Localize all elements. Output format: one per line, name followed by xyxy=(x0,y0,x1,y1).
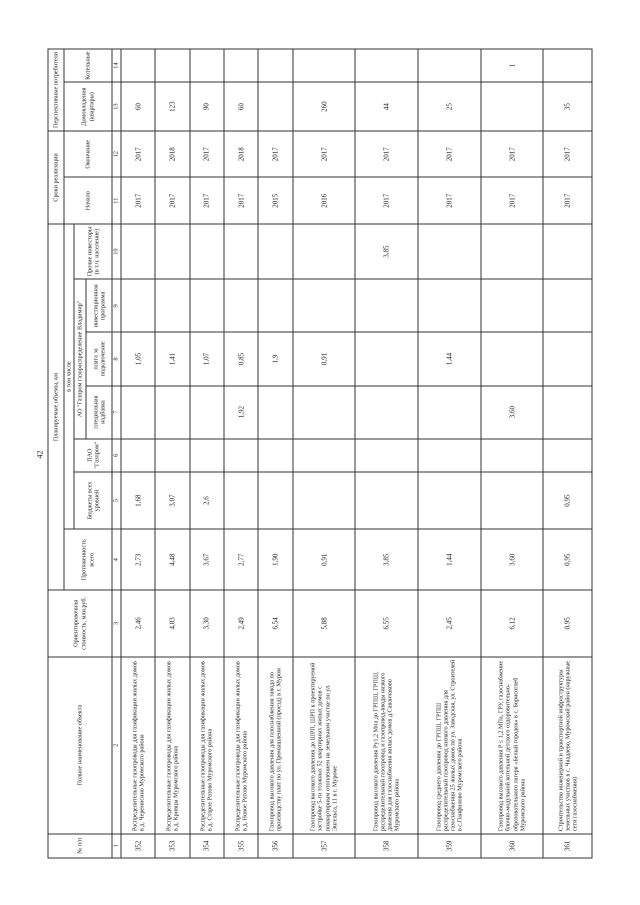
budget-cell: 0,95 xyxy=(543,471,592,529)
households-cell: 60 xyxy=(121,82,155,131)
column-number: 6 xyxy=(112,438,121,471)
pao-cell xyxy=(293,438,356,471)
length-cell: 1,90 xyxy=(258,529,292,590)
connection-fee-cell: 1,05 xyxy=(121,332,155,385)
header-start: Начало xyxy=(64,177,112,223)
start-year-cell: 2017 xyxy=(481,177,544,223)
start-year-cell: 2017 xyxy=(190,177,224,223)
row-number: 352 xyxy=(121,833,155,857)
header-households: Домовладения (квартиры) xyxy=(64,82,112,131)
connection-fee-cell: 0,85 xyxy=(224,332,258,385)
header-end: Окончание xyxy=(64,131,112,177)
connection-fee-cell xyxy=(355,332,418,385)
investment-program-cell xyxy=(481,279,544,332)
row-number: 354 xyxy=(190,833,224,857)
length-cell: 2,73 xyxy=(121,529,155,590)
header-name: Полное наименование объекта xyxy=(48,656,112,833)
other-investors-cell xyxy=(190,223,224,278)
budget-cell: 2,6 xyxy=(190,471,224,529)
row-number: 356 xyxy=(258,833,292,857)
pao-cell xyxy=(155,438,189,471)
cost-cell: 0,95 xyxy=(543,590,592,656)
table-row xyxy=(543,49,592,858)
other-investors-cell xyxy=(258,223,292,278)
end-year-cell: 2017 xyxy=(293,131,356,177)
cost-cell: 2,46 xyxy=(121,590,155,656)
object-name: Строительство инженерной и транспортной инфраструктуры земельных участков в с. Чаадаево, Муромский район (наружные сети газоснабжения) xyxy=(543,656,592,833)
special-surcharge-cell xyxy=(155,385,189,438)
end-year-cell: 2018 xyxy=(155,131,189,177)
row-number: 359 xyxy=(418,833,481,857)
pao-cell xyxy=(543,438,592,471)
pao-cell xyxy=(190,438,224,471)
connection-fee-cell: 1,41 xyxy=(155,332,189,385)
object-name: Распределительные газопроводы для газификации жилых домов в д. Черемисино Муромского района xyxy=(121,656,155,833)
table-row xyxy=(258,49,292,858)
special-surcharge-cell xyxy=(418,385,481,438)
households-cell: 25 xyxy=(418,82,481,131)
header-planned-volumes: Планируемые объемы, км xyxy=(48,223,64,589)
investment-program-cell xyxy=(155,279,189,332)
pao-cell xyxy=(355,438,418,471)
object-name: Распределительные газопроводы для газификации жилых домов в д. Новое Ратово Муромского района xyxy=(224,656,258,833)
investment-program-cell xyxy=(293,279,356,332)
column-number: 2 xyxy=(112,656,121,833)
row-number: 361 xyxy=(543,833,592,857)
end-year-cell: 2017 xyxy=(121,131,155,177)
column-number: 5 xyxy=(112,471,121,529)
column-number: 9 xyxy=(112,279,121,332)
column-number: 4 xyxy=(112,529,121,590)
header-investment-program: инвестиционная программа xyxy=(86,279,112,332)
object-name: Газопровод высокого давления для газоснабжения завода по производству плит по ул. Промышленной (проезд) в г. Муром xyxy=(258,656,292,833)
budget-cell xyxy=(481,471,544,529)
budget-cell xyxy=(224,471,258,529)
start-year-cell: 2017 xyxy=(224,177,258,223)
column-number: 3 xyxy=(112,590,121,656)
object-name: Распределительные газопроводы для газификации жилых домов в д. Кривцы Муромского района xyxy=(155,656,189,833)
header-length: Протяженность всего xyxy=(64,529,112,590)
start-year-cell: 2016 xyxy=(293,177,356,223)
boilers-cell xyxy=(155,49,189,82)
cost-cell: 6,12 xyxy=(481,590,544,656)
connection-fee-cell xyxy=(481,332,544,385)
column-number: 13 xyxy=(112,82,121,131)
special-surcharge-cell: 1,92 xyxy=(224,385,258,438)
boilers-cell xyxy=(418,49,481,82)
other-investors-cell xyxy=(224,223,258,278)
pao-cell xyxy=(481,438,544,471)
households-cell: 35 xyxy=(543,82,592,131)
object-name: Распределительные газопроводы для газификации жилых домов в д. Старое Ратово Муромского района xyxy=(190,656,224,833)
other-investors-cell xyxy=(481,223,544,278)
header-special-surcharge: специальная надбавка xyxy=(86,385,112,438)
length-cell: 3,85 xyxy=(355,529,418,590)
pao-cell xyxy=(121,438,155,471)
connection-fee-cell: 1,44 xyxy=(418,332,481,385)
other-investors-cell xyxy=(543,223,592,278)
table-row xyxy=(481,49,544,858)
row-number: 355 xyxy=(224,833,258,857)
households-cell xyxy=(481,82,544,131)
special-surcharge-cell xyxy=(190,385,224,438)
boilers-cell: 1 xyxy=(481,49,544,82)
boilers-cell xyxy=(543,49,592,82)
special-surcharge-cell xyxy=(293,385,356,438)
boilers-cell xyxy=(224,49,258,82)
length-cell: 0,91 xyxy=(293,529,356,590)
boilers-cell xyxy=(293,49,356,82)
length-cell: 0,95 xyxy=(543,529,592,590)
length-cell: 3,67 xyxy=(190,529,224,590)
cost-cell: 3,30 xyxy=(190,590,224,656)
investment-program-cell xyxy=(224,279,258,332)
header-consumers: Перспективные потребители xyxy=(48,49,64,131)
households-cell: 123 xyxy=(155,82,189,131)
end-year-cell: 2017 xyxy=(258,131,292,177)
header-budgets: Бюджеты всех уровней xyxy=(74,471,112,529)
end-year-cell: 2017 xyxy=(190,131,224,177)
end-year-cell: 2017 xyxy=(418,131,481,177)
end-year-cell: 2017 xyxy=(481,131,544,177)
boilers-cell xyxy=(258,49,292,82)
header-pao: ПАО "Газпром" xyxy=(74,438,112,471)
connection-fee-cell: 1,07 xyxy=(190,332,224,385)
row-number: 360 xyxy=(481,833,544,857)
investment-program-cell xyxy=(543,279,592,332)
connection-fee-cell: 1,9 xyxy=(258,332,292,385)
header-terms: Сроки реализации xyxy=(48,131,64,224)
households-cell xyxy=(258,82,292,131)
header-other-investors: Прочие инвесторы (в т.ч. население) xyxy=(74,223,112,278)
cost-cell: 6,55 xyxy=(355,590,418,656)
column-number: 12 xyxy=(112,131,121,177)
column-number: 10 xyxy=(112,223,121,278)
cost-cell: 6,54 xyxy=(258,590,292,656)
table-body xyxy=(121,49,592,858)
table-row xyxy=(155,49,189,858)
households-cell: 260 xyxy=(293,82,356,131)
other-investors-cell xyxy=(121,223,155,278)
budget-cell xyxy=(418,471,481,529)
start-year-cell: 2017 xyxy=(155,177,189,223)
start-year-cell: 2017 xyxy=(121,177,155,223)
boilers-cell xyxy=(355,49,418,82)
end-year-cell: 2017 xyxy=(543,131,592,177)
investment-program-cell xyxy=(121,279,155,332)
boilers-cell xyxy=(121,49,155,82)
column-number: 14 xyxy=(112,49,121,82)
start-year-cell: 2017 xyxy=(543,177,592,223)
header-ao-group: АО "Газпром газораспределение Владимир" xyxy=(74,279,86,438)
column-number: 11 xyxy=(112,177,121,223)
header-in-that: в том числе xyxy=(64,223,74,528)
table-row xyxy=(224,49,258,858)
header-connection-fee: плата за подключение xyxy=(86,332,112,385)
object-name: Газопровод высокого давления Ру1,2 Мпа до ГРПШ, ГРПШ, распределительный газопровод и газопровод-вводы низкого давления для газоснабжения жилых домов д.Саванчаково Муромского района xyxy=(355,656,418,833)
page-number: 42 xyxy=(35,450,45,459)
header-num: № п/п xyxy=(48,833,112,857)
cost-cell: 2,45 xyxy=(418,590,481,656)
investment-program-cell xyxy=(418,279,481,332)
table-row xyxy=(418,49,481,858)
other-investors-cell: 3,85 xyxy=(355,223,418,278)
table-row xyxy=(355,49,418,858)
object-name: Газопровод высокого давления Р ≤ 1,2 МПа, ГРУ, газоснабжение блочно-модульной котельной детского оздоровительно-образовательного лагеря «Белый городок» в с. Борисоглеб Муромского района xyxy=(481,656,544,833)
households-cell: 90 xyxy=(190,82,224,131)
cost-cell: 5,88 xyxy=(293,590,356,656)
investment-program-cell xyxy=(190,279,224,332)
column-number-row xyxy=(112,49,121,858)
object-name: Газопровод высокого давления до ШРП, ШРП к проектируемой застройке 5-ти этажных 52 квартирных жилых домов с поквартирным отоплением на земельном участке по ул. Энгельса, 11 в г. Муроме xyxy=(293,656,356,833)
investment-program-cell xyxy=(355,279,418,332)
length-cell: 4,48 xyxy=(155,529,189,590)
document-table-rotated xyxy=(48,48,593,858)
column-number: 8 xyxy=(112,332,121,385)
header-cost: Ориентировочная стоимость, млн.руб. xyxy=(48,590,112,656)
end-year-cell: 2017 xyxy=(355,131,418,177)
table-row xyxy=(293,49,356,858)
row-number: 357 xyxy=(293,833,356,857)
gas-objects-table xyxy=(48,48,593,858)
length-cell: 3,60 xyxy=(481,529,544,590)
pao-cell xyxy=(224,438,258,471)
start-year-cell: 2015 xyxy=(258,177,292,223)
column-number: 7 xyxy=(112,385,121,438)
row-number: 358 xyxy=(355,833,418,857)
budget-cell xyxy=(258,471,292,529)
households-cell: 44 xyxy=(355,82,418,131)
pao-cell xyxy=(258,438,292,471)
row-number: 353 xyxy=(155,833,189,857)
start-year-cell: 2017 xyxy=(418,177,481,223)
special-surcharge-cell: 3,60 xyxy=(481,385,544,438)
other-investors-cell xyxy=(293,223,356,278)
cost-cell: 2,49 xyxy=(224,590,258,656)
table-row xyxy=(121,49,155,858)
special-surcharge-cell xyxy=(355,385,418,438)
cost-cell: 4,03 xyxy=(155,590,189,656)
budget-cell xyxy=(293,471,356,529)
object-name: Газопровод среднего давления до ГРПШ, ГРПШ распределительный газопровод низкого давления для газоснабжения 25 жилых домов по ул. Заводская, ул. Строителей в с.Панфилово Муромского района xyxy=(418,656,481,833)
length-cell: 2,77 xyxy=(224,529,258,590)
pao-cell xyxy=(418,438,481,471)
special-surcharge-cell xyxy=(258,385,292,438)
other-investors-cell xyxy=(418,223,481,278)
other-investors-cell xyxy=(155,223,189,278)
households-cell: 60 xyxy=(224,82,258,131)
connection-fee-cell: 0,91 xyxy=(293,332,356,385)
boilers-cell xyxy=(190,49,224,82)
length-cell: 1,44 xyxy=(418,529,481,590)
connection-fee-cell xyxy=(543,332,592,385)
end-year-cell: 2018 xyxy=(224,131,258,177)
table-row xyxy=(190,49,224,858)
start-year-cell: 2017 xyxy=(355,177,418,223)
column-number: 1 xyxy=(112,833,121,857)
budget-cell: 1,68 xyxy=(121,471,155,529)
special-surcharge-cell xyxy=(121,385,155,438)
budget-cell xyxy=(355,471,418,529)
budget-cell: 3,07 xyxy=(155,471,189,529)
investment-program-cell xyxy=(258,279,292,332)
header-boilers: Котельные xyxy=(64,49,112,82)
special-surcharge-cell xyxy=(543,385,592,438)
